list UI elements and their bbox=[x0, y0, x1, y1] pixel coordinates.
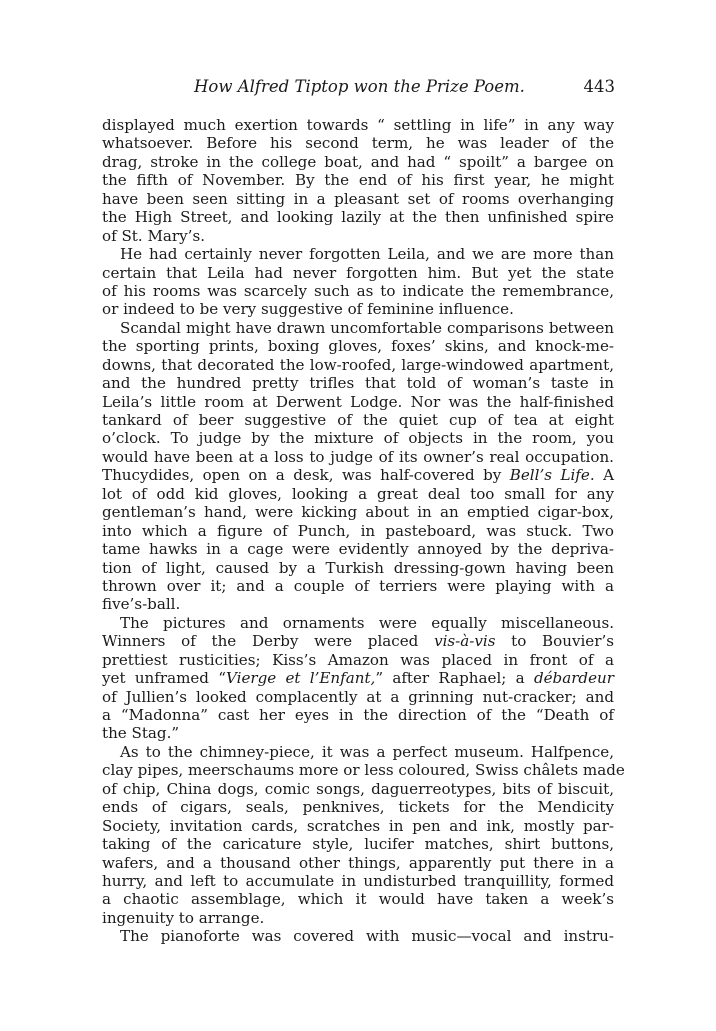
text-line: lot of odd kid gloves, looking a great deal too small for any bbox=[102, 484, 614, 503]
text-line: Winners of the Derby were placed vis-à-vis to Bouvier’s bbox=[102, 632, 614, 651]
text-line: a chaotic assemblage, which it would have taken a week’s bbox=[102, 890, 614, 909]
text-line: of chip, China dogs, comic songs, daguerreotypes, bits of biscuit, bbox=[102, 779, 614, 798]
text-line: Thucydides, open on a desk, was half-covered by Bell’s Life. A bbox=[102, 466, 615, 485]
running-title: How Alfred Tiptop won the Prize Poem. bbox=[194, 77, 525, 96]
text-line: whatsoever. Before his second term, he was leader of the bbox=[102, 134, 614, 153]
text-line: Society, invitation cards, scratches in pen and ink, mostly par- bbox=[102, 816, 614, 835]
text-line: and the hundred pretty trifles that told of woman’s taste in bbox=[102, 374, 614, 393]
text-line: As to the chimney-piece, it was a perfect museum. Halfpence, bbox=[120, 742, 614, 761]
text-line: tion of light, caused by a Turkish dressing-gown having been bbox=[102, 558, 614, 577]
text-line: the sporting prints, boxing gloves, foxes’ skins, and knock-me- bbox=[102, 337, 614, 356]
text-line: yet unframed “Vierge et l’Enfant,” after Raphael; a débardeur bbox=[102, 669, 614, 688]
text-line: gentleman’s hand, were kicking about in an emptied cigar-box, bbox=[102, 503, 614, 522]
text-line: clay pipes, meerschaums more or less coloured, Swiss châlets made bbox=[102, 761, 625, 780]
text-line: The pictures and ornaments were equally miscellaneous. bbox=[120, 613, 614, 632]
text-line: prettiest rusticities; Kiss’s Amazon was placed in front of a bbox=[102, 650, 614, 669]
text-line: or indeed to be very suggestive of feminine influence. bbox=[102, 300, 514, 319]
text-line: displayed much exertion towards “ settling in life” in any way bbox=[102, 116, 614, 134]
text-line: the Stag.” bbox=[102, 724, 180, 743]
text-line: hurry, and left to accumulate in undisturbed tranquillity, formed bbox=[102, 871, 614, 890]
text-line: ends of cigars, seals, penknives, tickets for the Mendicity bbox=[102, 798, 614, 817]
text-line: of St. Mary’s. bbox=[102, 226, 206, 245]
text-line: certain that Leila had never forgotten him. But yet the state bbox=[102, 263, 614, 282]
body-text bbox=[102, 116, 625, 946]
text-line: Leila’s little room at Derwent Lodge. Nor was the half-finished bbox=[102, 392, 614, 411]
text-line: drag, stroke in the college boat, and had “ spoilt” a bargee on bbox=[102, 152, 614, 171]
text-line: Scandal might have drawn uncomfortable comparisons between bbox=[120, 318, 614, 337]
text-line: downs, that decorated the low-roofed, large-windowed apartment, bbox=[102, 355, 614, 374]
text-line: wafers, and a thousand other things, apparently put there in a bbox=[102, 853, 614, 872]
text-line: have been seen sitting in a pleasant set of rooms overhanging bbox=[102, 189, 614, 208]
running-head bbox=[100, 73, 615, 103]
text-line: o’clock. To judge by the mixture of objects in the room, you bbox=[102, 429, 614, 448]
text-line: would have been at a loss to judge of its owner’s real occupation. bbox=[102, 447, 614, 466]
text-line: thrown over it; and a couple of terriers were playing with a bbox=[102, 576, 614, 595]
text-line: tankard of beer suggestive of the quiet cup of tea at eight bbox=[102, 411, 614, 429]
text-line: five’s-ball. bbox=[102, 595, 181, 614]
text-line: taking of the caricature style, lucifer matches, shirt buttons, bbox=[102, 835, 614, 854]
text-line: ingenuity to arrange. bbox=[102, 908, 265, 927]
text-line: the High Street, and looking lazily at the then unfinished spire bbox=[102, 208, 614, 227]
text-line: of Jullien’s looked complacently at a grinning nut-cracker; and bbox=[102, 687, 614, 706]
text-line: into which a figure of Punch, in pasteboard, was stuck. Two bbox=[102, 521, 614, 540]
text-line: of his rooms was scarcely such as to indicate the remembrance, bbox=[102, 281, 614, 300]
text-line: a “Madonna” cast her eyes in the direction of the “Death of bbox=[102, 706, 614, 724]
text-line: tame hawks in a cage were evidently annoyed by the depriva- bbox=[102, 540, 614, 559]
text-line: He had certainly never forgotten Leila, and we are more than bbox=[120, 245, 614, 264]
text-line: the fifth of November. By the end of his first year, he might bbox=[102, 171, 614, 190]
page-number: 443 bbox=[583, 77, 615, 96]
text-line: The pianoforte was covered with music—vocal and instru- bbox=[120, 927, 614, 946]
